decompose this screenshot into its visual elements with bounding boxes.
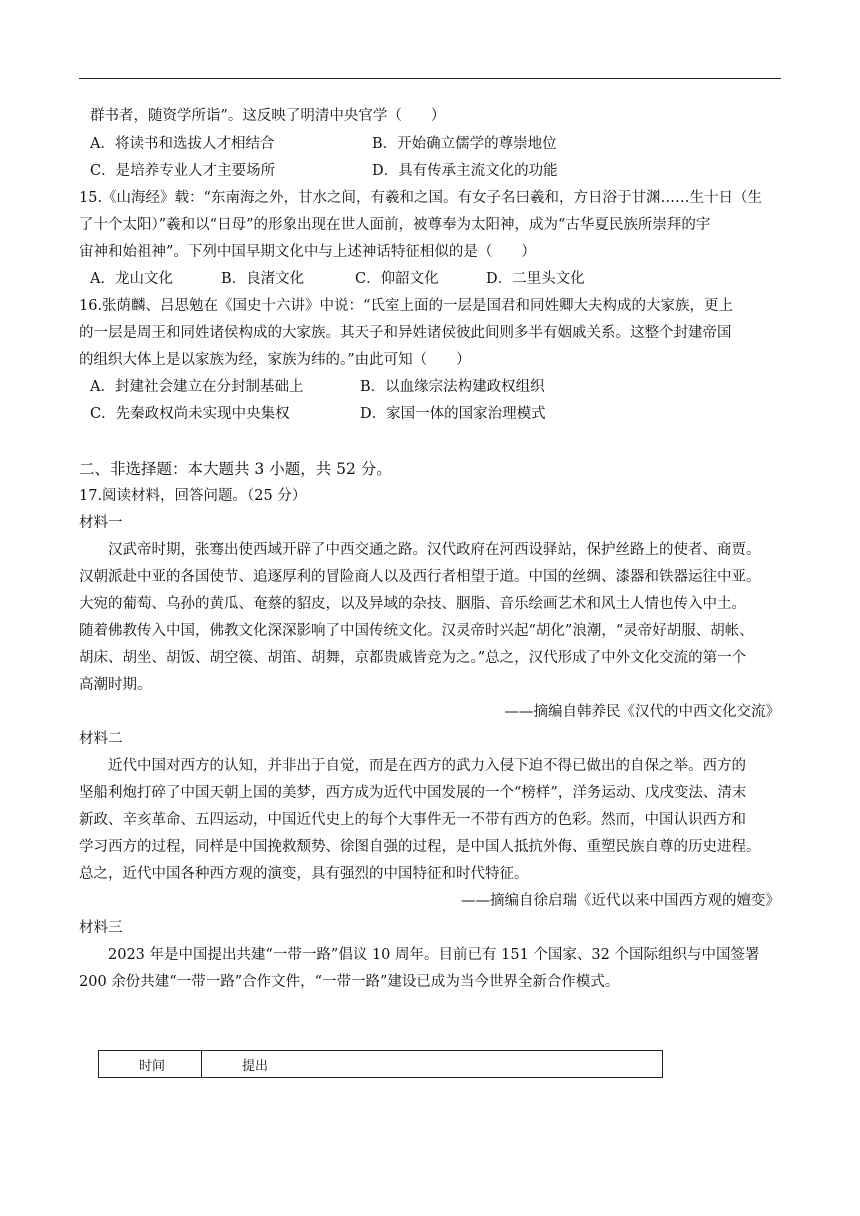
q14-option-a: A．将读书和选拔人才相结合 <box>90 136 275 152</box>
q15-line-2: 了十个太阳）”羲和以“日母”的形象出现在世人面前，被尊奉为太阳神，成为“古华夏民族所崇拜的宇 <box>79 217 711 233</box>
material1-line-5: 胡床、胡坐、胡饭、胡空篌、胡笛、胡舞，京都贵戚皆竞为之。”总之，汉代形成了中外文化交流的第一个 <box>79 650 747 666</box>
material3-line-2: 200 余份共建“一带一路”合作文件，“一带一路”建设已成为当今世界全新合作模式。 <box>79 974 620 990</box>
table-header-row <box>99 1051 663 1078</box>
material2-line-3: 新政、辛亥革命、五四运动，中国近代史上的每个大事件无一不带有西方的色彩。然而，中国认识西方和 <box>79 812 746 828</box>
q15-line-3: 宙神和始祖神”。下列中国早期文化中与上述神话特征相似的是（ ） <box>79 244 536 260</box>
q16-option-a: A．封建社会建立在分封制基础上 <box>90 379 304 395</box>
header-rule <box>79 78 781 79</box>
q17-stem: 17.阅读材料，回答问题。（25 分） <box>79 488 307 504</box>
q16-line-3: 的组织大体上是以家族为经，家族为纬的。”由此可知（ ） <box>79 352 471 368</box>
material3-line-1: 2023 年是中国提出共建“一带一路”倡议 10 周年。目前已有 151 个国家、32 个国际组织与中国签署 <box>108 947 760 963</box>
q14-stem-tail: 群书者，随资学所诣”。这反映了明清中央官学（ ） <box>90 108 446 124</box>
material1-source: ——摘编自韩养民《汉代的中西文化交流》 <box>504 704 780 720</box>
q14-option-d: D．具有传承主流文化的功能 <box>372 163 558 179</box>
q16-option-c: C．先秦政权尚未实现中央集权 <box>90 406 290 422</box>
q16-option-b: B．以血缘宗法构建政权组织 <box>360 379 545 395</box>
q14-option-c: C．是培养专业人才主要场所 <box>90 163 276 179</box>
q15-line-1: 15.《山海经》载：“东南海之外，甘水之间，有羲和之国。有女子名曰羲和，方日浴于甘渊……生十日（生 <box>79 190 762 206</box>
q15-option-b: B．良渚文化 <box>221 271 305 287</box>
material1-line-6: 高潮时期。 <box>79 677 152 693</box>
material2-source: ——摘编自徐启瑞《近代以来中国西方观的嬗变》 <box>461 893 780 909</box>
table-header-proposal: 提出 <box>202 1051 663 1078</box>
material2-line-2: 坚船利炮打碎了中国天朝上国的美梦，西方成为近代中国发展的一个“榜样”，洋务运动、戊戌变法、清末 <box>79 785 747 801</box>
q14-option-b: B．开始确立儒学的尊崇地位 <box>372 136 557 152</box>
q16-line-1: 16.张荫麟、吕思勉在《国史十六讲》中说：“氏室上面的一层是国君和同姓卿大夫构成的大家族，更上 <box>79 298 733 314</box>
material3-label: 材料三 <box>79 920 123 936</box>
material2-label: 材料二 <box>79 731 123 747</box>
q16-option-d: D．家国一体的国家治理模式 <box>360 406 546 422</box>
material1-line-2: 汉朝派赴中亚的各国使节、追逐厚利的冒险商人以及西行者相望于道。中国的丝绸、漆器和铁器运往中亚。 <box>79 569 761 585</box>
section-title: 二、非选择题：本大题共 3 小题，共 52 分。 <box>79 460 392 478</box>
material1-line-1: 汉武帝时期，张骞出使西域开辟了中西交通之路。汉代政府在河西设驿站，保护丝路上的使者、商贾。 <box>108 542 761 558</box>
material2-line-4: 学习西方的过程，同样是中国挽救颓势、徐图自强的过程，是中国人抵抗外侮、重塑民族自尊的历史进程。 <box>79 839 761 855</box>
q15-option-a: A．龙山文化 <box>90 271 173 287</box>
q15-option-c: C．仰韶文化 <box>355 271 439 287</box>
material1-line-3: 大宛的葡萄、乌孙的黄瓜、奄蔡的貂皮，以及异域的杂技、胭脂、音乐绘画艺术和风土人情也传入中土。 <box>79 596 746 612</box>
material2-line-1: 近代中国对西方的认知，并非出于自觉，而是在西方的武力入侵下迫不得已做出的自保之举。西方的 <box>108 758 746 774</box>
q15-option-d: D．二里头文化 <box>486 271 585 287</box>
q16-line-2: 的一层是周王和同姓诸侯构成的大家族。其天子和异姓诸侯彼此间则多半有姻戚关系。这整个封建帝国 <box>79 325 732 341</box>
material1-label: 材料一 <box>79 515 123 531</box>
material1-line-4: 随着佛教传入中国，佛教文化深深影响了中国传统文化。汉灵帝时兴起“胡化”浪潮，“灵帝好胡服、胡帐、 <box>79 623 754 639</box>
table-header-time: 时间 <box>99 1051 202 1078</box>
answer-table <box>98 1050 663 1078</box>
material2-line-5: 总之，近代中国各种西方观的演变，具有强烈的中国特征和时代特征。 <box>79 866 529 882</box>
